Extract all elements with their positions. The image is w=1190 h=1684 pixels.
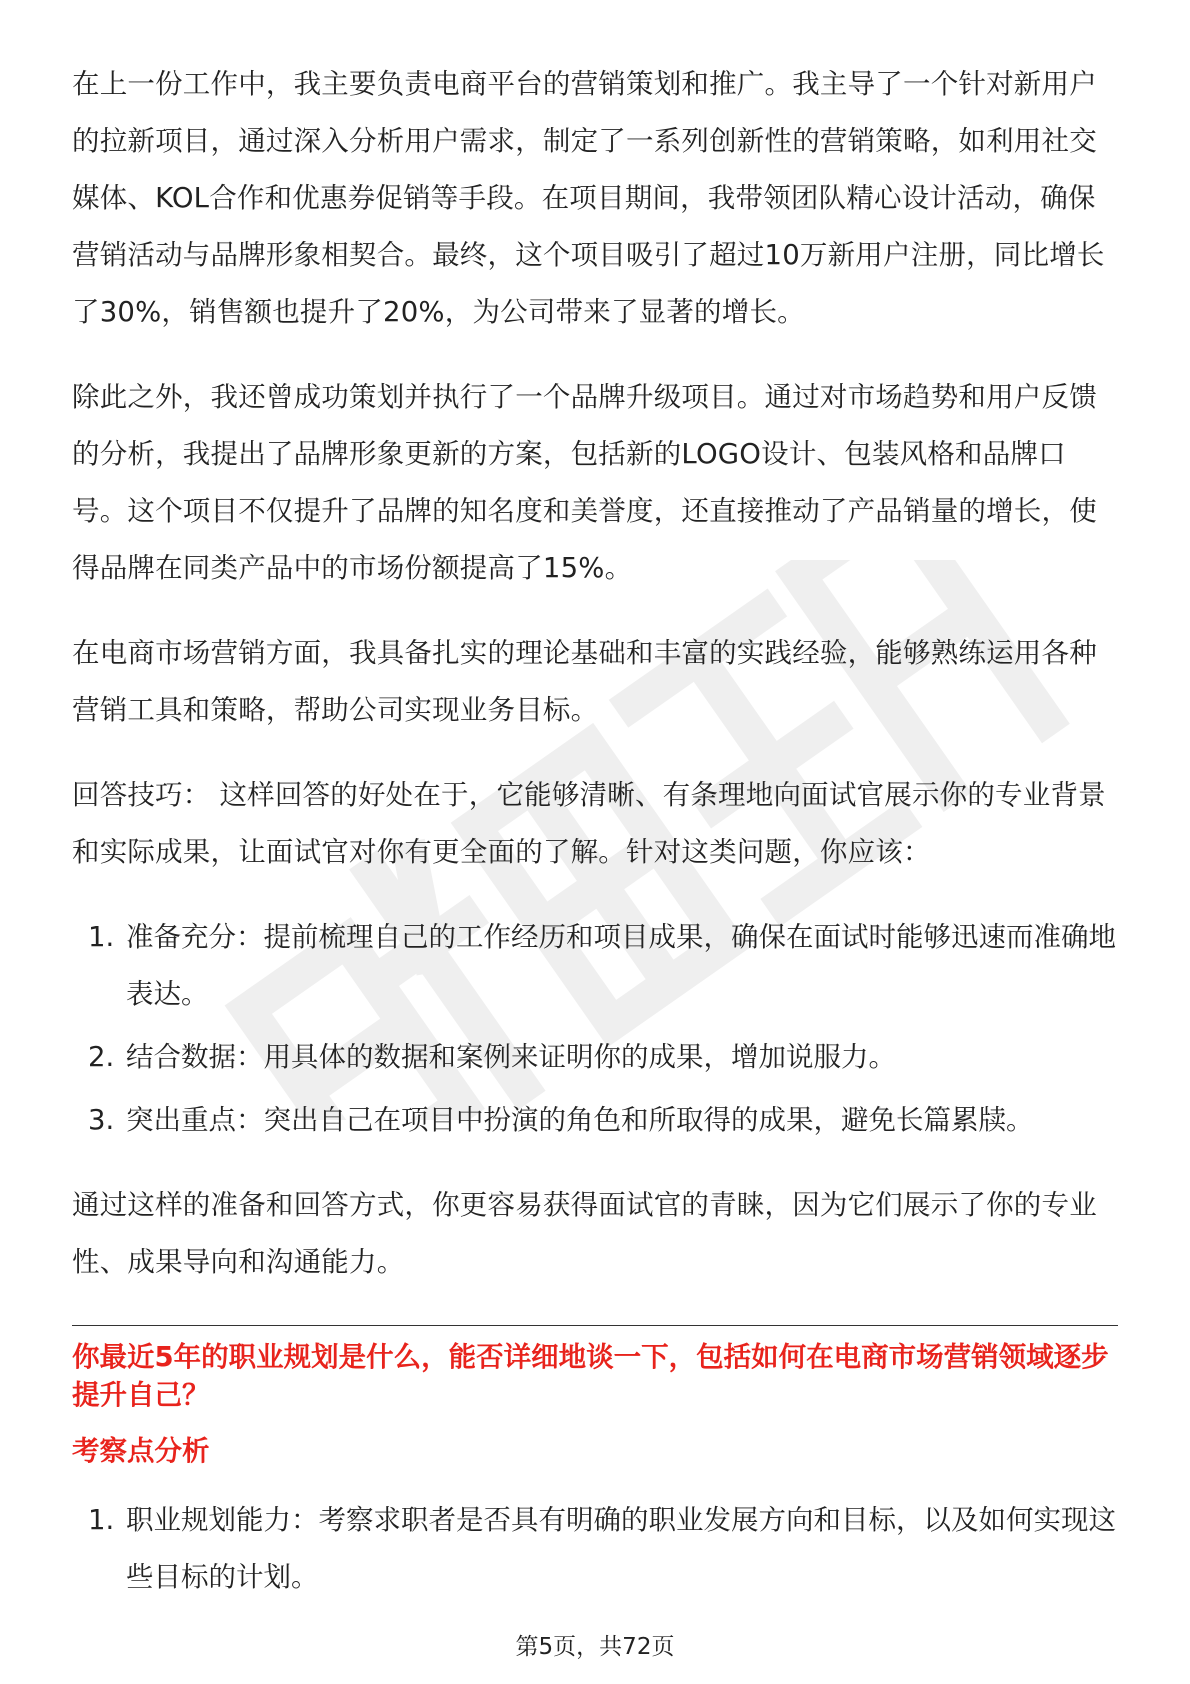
conclusion-paragraph: 通过这样的准备和回答方式，你更容易获得面试官的青睐，因为它们展示了你的专业性、成果导向和沟通能力。 — [72, 1189, 1097, 1278]
question-heading: 你最近5年的职业规划是什么，能否详细地谈一下，包括如何在电商市场营销领域逐步提升自己？ — [72, 1341, 1109, 1411]
answer-tip-text: 这样回答的好处在于，它能够清晰、有条理地向面试官展示你的专业背景和实际成果，让面试官对你有更全面的了解。针对这类问题，你应该： — [72, 779, 1106, 868]
list-item-number: 2. — [88, 1041, 115, 1073]
paragraph-brand-upgrade: 除此之外，我还曾成功策划并执行了一个品牌升级项目。通过对市场趋势和用户反馈的分析，我提出了品牌形象更新的方案，包括新的LOGO设计、包装风格和品牌口号。这个项目不仅提升了品牌的知名度和美誉度，还直接推动了产品销量的增长，使得品牌在同类产品中的市场份额提高了15%。 — [72, 381, 1097, 584]
answer-tip-label: 回答技巧： — [72, 779, 211, 811]
list-item-text: 职业规划能力：考察求职者是否具有明确的职业发展方向和目标，以及如何实现这些目标的计划。 — [126, 1504, 1116, 1593]
page-content — [72, 56, 1118, 1634]
list-item — [72, 1092, 1118, 1149]
paragraph-previous-job: 在上一份工作中，我主要负责电商平台的营销策划和推广。我主导了一个针对新用户的拉新项目，通过深入分析用户需求，制定了一系列创新性的营销策略，如利用社交媒体、KOL合作和优惠券促销等手段。在项目期间，我带领团队精心设计活动，确保营销活动与品牌形象相契合。最终，这个项目吸引了超过10万新用户注册，同比增长了30%，销售额也提升了20%，为公司带来了显著的增长。 — [72, 68, 1105, 328]
list-item-text: 突出重点：突出自己在项目中扮演的角色和所取得的成果，避免长篇累牍。 — [126, 1104, 1034, 1136]
section-divider — [72, 1325, 1118, 1326]
list-item-number: 3. — [88, 1104, 115, 1136]
list-item — [72, 909, 1118, 1023]
answer-tip-paragraph — [72, 767, 1118, 881]
list-item-text: 准备充分：提前梳理自己的工作经历和项目成果，确保在面试时能够迅速而准确地表达。 — [126, 921, 1116, 1010]
list-item — [72, 1029, 1118, 1086]
paragraph-marketing-skills: 在电商市场营销方面，我具备扎实的理论基础和丰富的实践经验，能够熟练运用各种营销工具和策略，帮助公司实现业务目标。 — [72, 637, 1097, 726]
list-item-text: 结合数据：用具体的数据和案例来证明你的成果，增加说服力。 — [126, 1041, 896, 1073]
tips-list — [72, 909, 1118, 1149]
list-item-number: 1. — [88, 921, 115, 953]
page-number-footer: 第5页，共72页 — [515, 1634, 675, 1660]
list-item-number: 1. — [88, 1504, 115, 1536]
analysis-list — [72, 1492, 1118, 1606]
list-item — [72, 1492, 1118, 1606]
analysis-heading: 考察点分析 — [72, 1435, 210, 1467]
